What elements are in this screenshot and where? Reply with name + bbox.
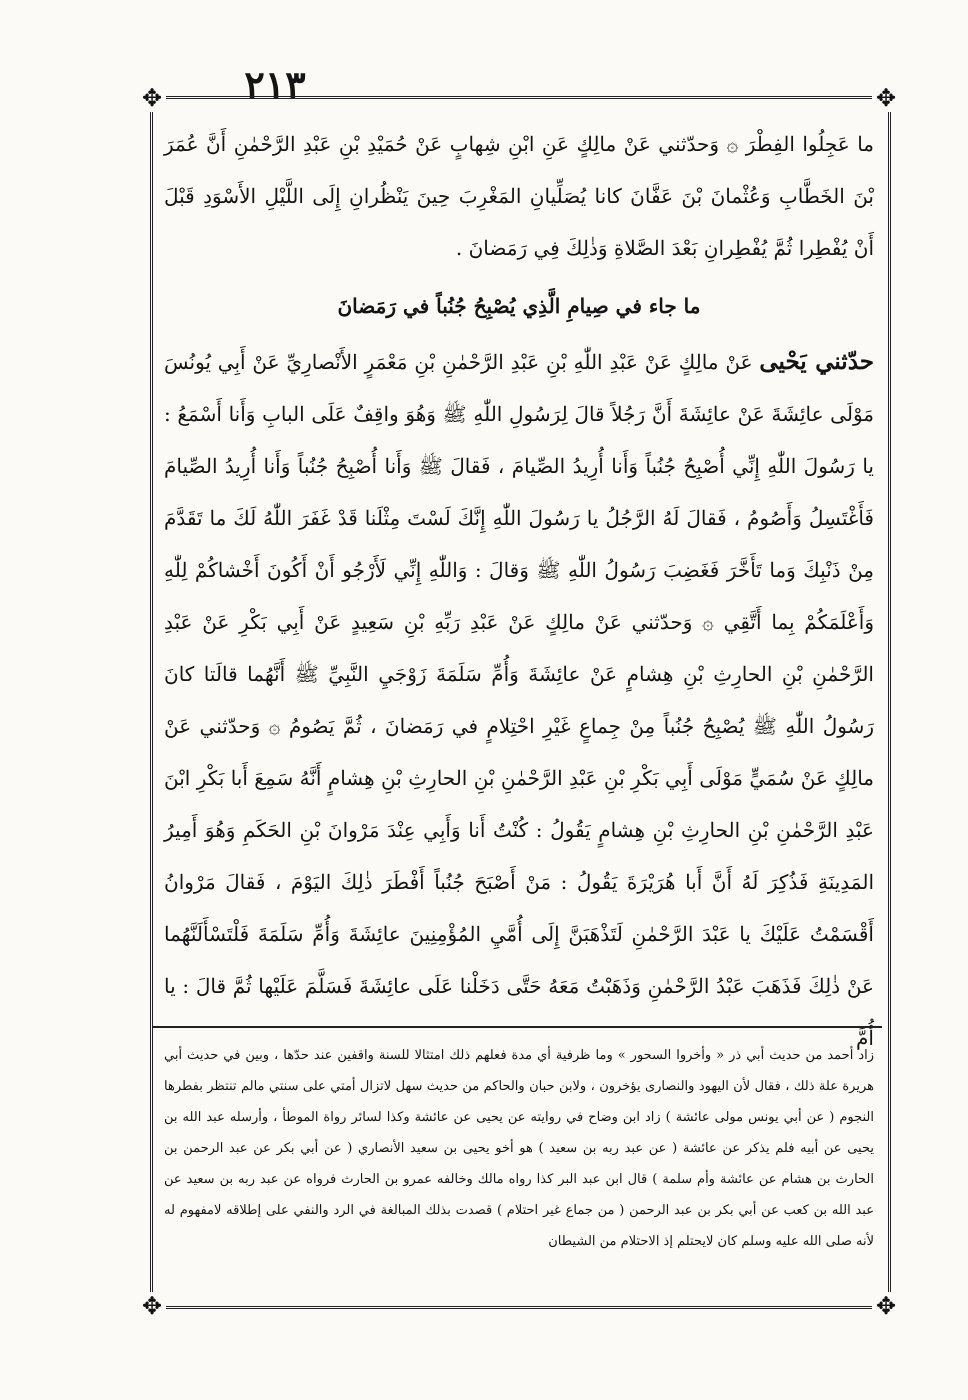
paragraph-lead: حدّثني يَحْيى — [759, 348, 874, 375]
frame-top-rule — [150, 96, 888, 99]
corner-ornament-icon: ✥ — [138, 84, 166, 112]
corner-ornament-icon: ✥ — [138, 1292, 166, 1320]
main-text — [164, 118, 874, 1064]
page-number: ٢١٣ — [244, 62, 306, 107]
corner-ornament-icon: ✥ — [872, 84, 900, 112]
footnotes — [164, 1040, 874, 1257]
paragraph-body: عَنْ مالِكٍ عَنْ عَبْدِ اللّٰهِ بْنِ عَبْدِ الرَّحْمٰنِ بْنِ مَعْمَرٍ الأَنْصارِيِّ عَنْ أَبِي يُونُسَ مَوْلَى عائِشَةَ عَنْ عائِشَةَ أَنَّ رَجُلاً قالَ لِرَسُولِ اللّٰهِ ﷺ وَهُوَ واقِفٌ عَلَى البابِ وَأَنا أَسْمَعُ : يا رَسُولَ اللّٰهِ إِنِّي أُصْبِحُ جُنُباً وَأَنا أُرِيدُ الصِّيامَ ، فَقالَ ﷺ وَأَنا أُصْبِحُ جُنُباً وَأَنا أُرِيدُ الصِّيامَ فَأَغْتَسِلُ وَأَصُومُ ، فَقالَ لَهُ الرَّجُلُ يا رَسُولَ اللّٰهِ إِنَّكَ لَسْتَ مِثْلَنا قَدْ غَفَرَ اللّٰهُ لَكَ ما تَقَدَّمَ مِنْ ذَنْبِكَ وَما تَأَخَّرَ فَغَضِبَ رَسُولُ اللّٰهِ ﷺ وَقالَ : وَاللّٰهِ إِنِّي لَأَرْجُو أَنْ أَكُونَ أَخْشاكُمْ لِلّٰهِ وَأَعْلَمَكُمْ بِما أَتَّقِي ۞ وَحدّثني عَنْ مالِكٍ عَنْ عَبْدِ رَبِّهِ بْنِ سَعِيدٍ عَنْ أَبِي بَكْرِ عَنْ عَبْدِ الرَّحْمٰنِ بْنِ الحارِثِ بْنِ هِشامٍ عَنْ عائِشَةَ وَأُمِّ سَلَمَةَ زَوْجَيِ النَّبِيِّ ﷺ أَنَّهُما قالَتا كانَ رَسُولُ اللّٰهِ ﷺ يُصْبِحُ جُنُباً مِنْ جِماعٍ غَيْرِ احْتِلامٍ في رَمَضانَ ، ثُمَّ يَصُومُ ۞ وَحدّثني عَنْ مالِكٍ عَنْ سُمَيٍّ مَوْلَى أَبِي بَكْرِ بْنِ عَبْدِ الرَّحْمٰنِ بْنِ الحارِثِ بْنِ هِشامٍ أَنَّهُ سَمِعَ أَبا بَكْرِ ابْنَ عَبْدِ الرَّحْمٰنِ بْنِ الحارِثِ بْنِ هِشامٍ يَقُولُ : كُنْتُ أَنا وَأَبِي عِنْدَ مَرْوانَ بْنِ الحَكَمِ وَهُوَ أَمِيرُ المَدِينَةِ فَذُكِرَ لَهُ أَنَّ أَبا هُرَيْرَةَ يَقُولُ : مَنْ أَصْبَحَ جُنُباً أَفْطَرَ ذٰلِكَ اليَوْمَ ، فَقالَ مَرْوانُ أَقْسَمْتُ عَلَيْكَ يا عَبْدَ الرَّحْمٰنِ لَتَذْهَبَنَّ إِلَى أُمَّيِ المُؤْمِنِينَ عائِشَةَ وَأُمِّ سَلَمَةَ فَلْتَسْأَلَنَّهُما عَنْ ذٰلِكَ فَذَهَبَ عَبْدُ الرَّحْمٰنِ وَذَهَبْتُ مَعَهُ حَتَّى دَخَلْنا عَلَى عائِشَةَ فَسَلَّمَ عَلَيْها ثُمَّ قالَ : يا أُمَّ — [164, 350, 874, 1050]
footnote-text: زاد أحمد من حديث أبي ذر « وأخروا السحور » وما ظرفية أي مدة فعلهم ذلك امتثالا للسنة واقفين عند حدّها ، وبين في حديث أبي هريرة علة ذلك ، فقال لأن اليهود والنصارى يؤخرون ، ولابن حبان والحاكم من حديث سهل لاتزال أمتي على سنتي مالم تنتظر بفطرها النجوم ( عن أبي يونس مولى عائشة ) زاد ابن وضاح في روايته عن يحيى عن عائشة وكذا لسائر رواة الموطأ ، وأرسله عبد الله بن يحيى عن أبيه فلم يذكر عن عائشة ( عن عبد ربه بن سعيد ) هو أخو يحيى بن سعيد الأنصاري ( عن أبي بكر عن عبد الرحمن بن الحارث بن هشام عن عائشة وأم سلمة ) قال ابن عبد البر كذا رواه مالك وخالفه عمرو بن الحارث فرواه عن عبد ربه بن سعيد عن عبد الله بن كعب عن أبي بكر بن عبد الرحمن ( من جماع غير احتلام ) قصدت بذلك المبالغة في الرد والنفي على إطلاقه لامفهوم له لأنه صلى الله عليه وسلم كان لايحتلم إذ الاحتلام من الشيطان — [164, 1048, 874, 1249]
main-paragraph: ما عَجِلُوا الفِطْرَ ۞ وَحدّثني عَنْ مالِكٍ عَنِ ابْنِ شِهابٍ عَنْ حُمَيْدِ بْنِ عَبْدِ الرَّحْمٰنِ أَنَّ عُمَرَ بْنَ الخَطَّابِ وَعُثْمانَ بْنَ عَفَّانَ كانا يُصَلِّيانِ المَغْرِبَ حِينَ يَنْظُرانِ إِلَى اللَّيْلِ الأَسْوَدِ قَبْلَ أَنْ يُفْطِرا ثُمَّ يُفْطِرانِ بَعْدَ الصَّلاةِ وَذٰلِكَ فِي رَمَضانَ . — [164, 132, 874, 260]
main-paragraph — [164, 336, 874, 1064]
corner-ornament-icon: ✥ — [872, 1292, 900, 1320]
footnote-divider — [153, 1026, 882, 1028]
chapter-heading: ما جاء في صِيامِ الَّذِي يُصْبِحُ جُنُباً في رَمَضانَ — [337, 294, 701, 318]
frame-bottom-rule — [150, 1306, 888, 1309]
